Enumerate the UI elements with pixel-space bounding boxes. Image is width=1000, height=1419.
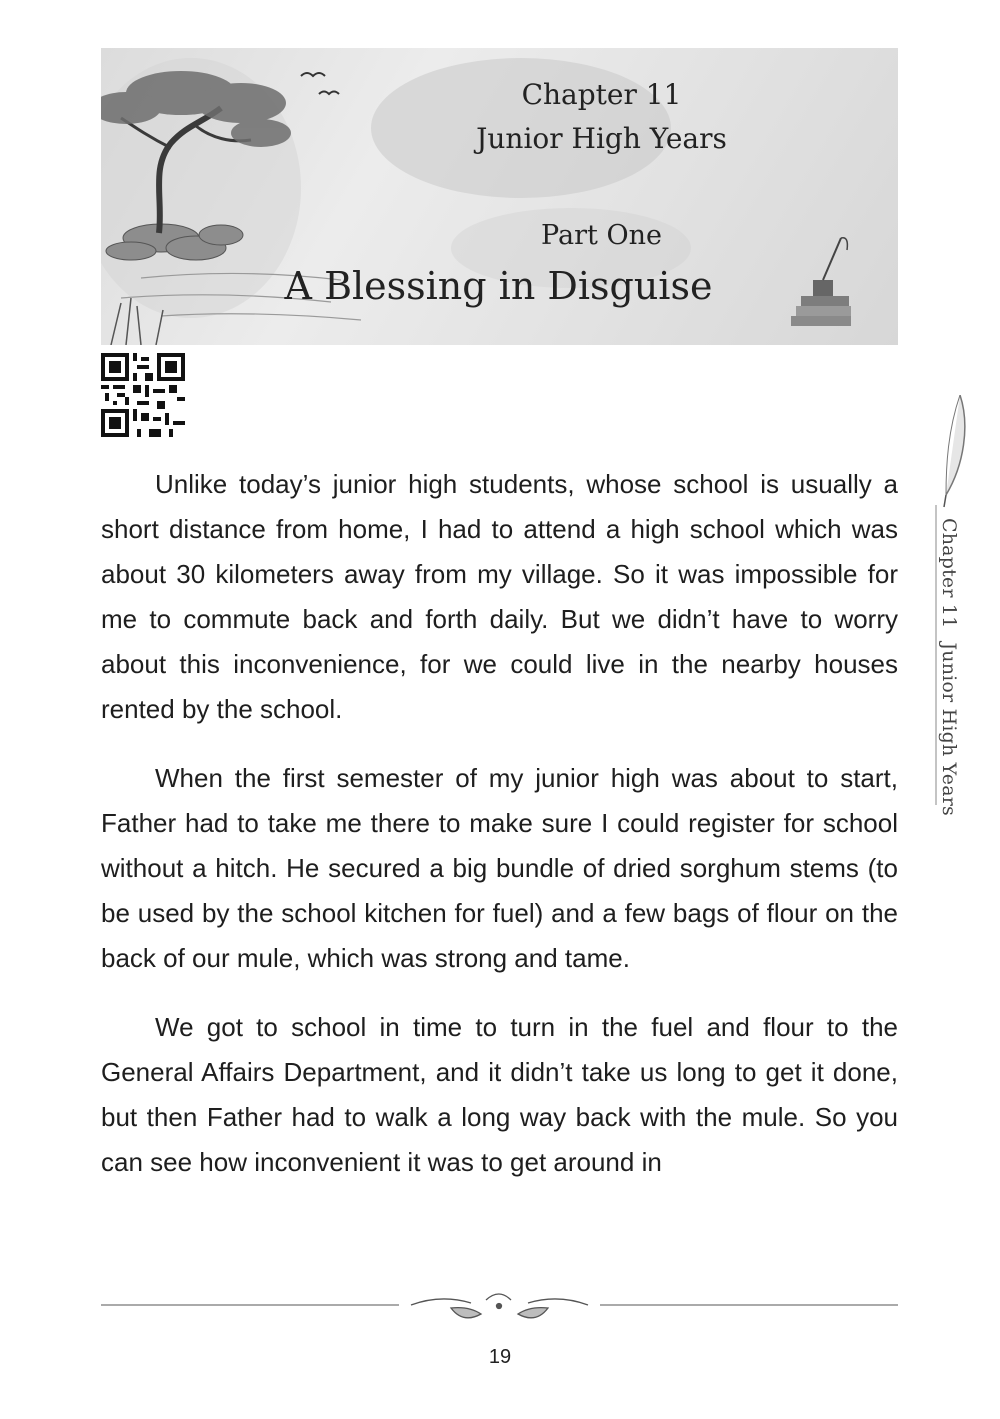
paragraph: When the first semester of my junior high was about to start, Father had to take me there to make sure I could register for school without a hitch. He secured a big bundle of dried sorghum stems (to be used by the school kitchen for fuel) and a few bags of flour on the back of our mule, which was strong and tame.	[101, 763, 898, 973]
side-chapter-label: Chapter 11	[938, 518, 960, 629]
chapter-label: Chapter 11	[521, 78, 682, 111]
leaf-ornament-icon	[101, 1286, 898, 1326]
side-running-header	[938, 518, 960, 816]
body-text	[101, 462, 898, 1209]
paragraph: We got to school in time to turn in the fuel and flour to the General Affairs Department, and it didn’t take us long to get it done, but then Father had to walk a long way back with the mule. So you can see how inconvenient it was to get around in	[101, 1012, 898, 1177]
part-title: A Blessing in Disguise	[284, 264, 713, 308]
side-chapter-title: Junior High Years	[938, 642, 960, 816]
part-label: Part One	[541, 220, 662, 251]
qr-code-icon[interactable]	[101, 353, 185, 437]
paragraph: Unlike today’s junior high students, whose school is usually a short distance from home, I had to attend a high school which was about 30 kilometers away from my village. So it was impossible for me to commute back and forth daily. But we didn’t have to worry about this inconvenience, for we could live in the nearby houses rented by the school.	[101, 469, 898, 724]
chapter-subtitle: Junior High Years	[476, 122, 727, 155]
chapter-header-banner	[101, 48, 898, 345]
page-number: 19	[488, 1346, 512, 1368]
